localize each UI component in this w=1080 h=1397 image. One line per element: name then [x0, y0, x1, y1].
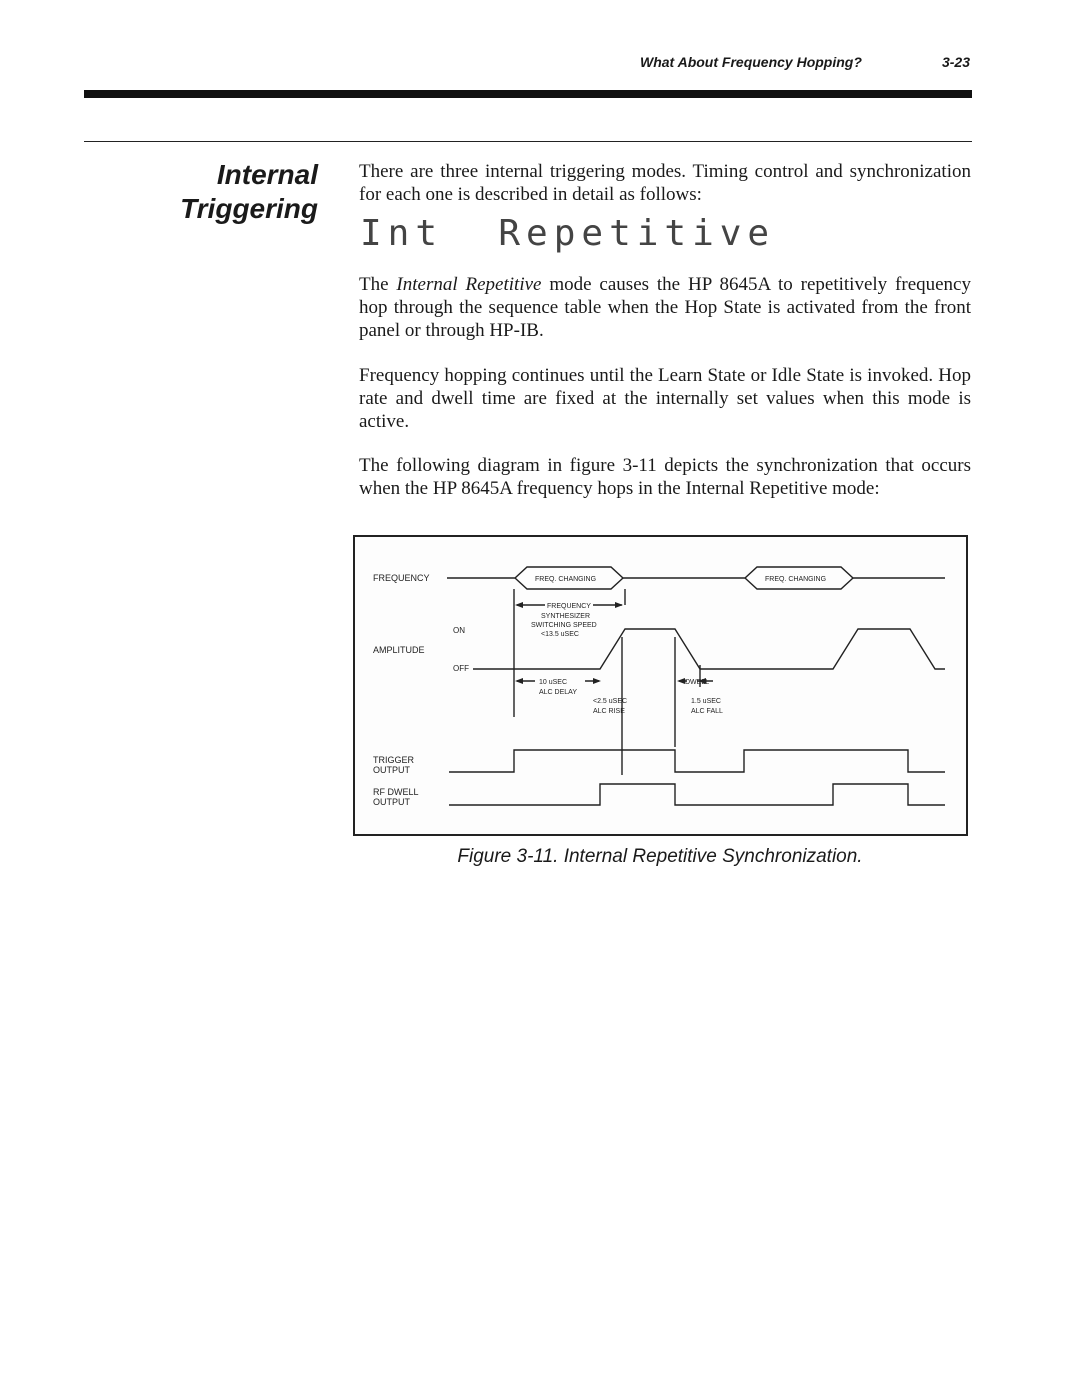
- timing-diagram-frame: [353, 535, 968, 836]
- p2-mode-name: Internal Repetitive: [396, 274, 542, 295]
- header-rule: [84, 90, 972, 98]
- annotation-alc-fall-2: ALC FALL: [691, 708, 723, 715]
- annotation-alc-rise-2: ALC RISE: [593, 708, 625, 715]
- annotation-switching-3: SWITCHING SPEED: [531, 622, 597, 629]
- label-trigger-output-2: OUTPUT: [373, 765, 410, 775]
- label-rf-dwell-1: RF DWELL: [373, 787, 419, 797]
- label-frequency: FREQUENCY: [373, 573, 430, 583]
- section-title: [150, 158, 318, 226]
- paragraph-intro: There are three internal triggering modes. Timing control and synchronization for each one is described in detail as follows:: [359, 161, 971, 205]
- label-rf-dwell-2: OUTPUT: [373, 797, 410, 807]
- annotation-dwell: DWELL: [685, 679, 710, 686]
- page-number: 3-23: [941, 54, 970, 70]
- label-amplitude: AMPLITUDE: [373, 645, 425, 655]
- annotation-alc-delay-2: ALC DELAY: [539, 689, 577, 696]
- annotation-freq-changing-2: FREQ. CHANGING: [765, 576, 827, 583]
- annotation-alc-fall-1: 1.5 uSEC: [691, 698, 721, 705]
- annotation-switching-2: SYNTHESIZER: [541, 613, 591, 620]
- annotation-switching-4: <13.5 uSEC: [541, 631, 579, 638]
- section-title-line1: Internal: [216, 159, 318, 190]
- rf-dwell-trace: [449, 784, 945, 805]
- label-on: ON: [453, 626, 465, 635]
- paragraph-hopping: Frequency hopping continues until the Learn State or Idle State is invoked. Hop rate and dwell time are fixed at the internally set values when this mode is active.: [359, 365, 971, 432]
- annotation-alc-rise-1: <2.5 uSEC: [593, 698, 628, 705]
- p2-before: The: [359, 274, 397, 295]
- section-rule: [84, 141, 972, 142]
- trigger-output-trace: [449, 750, 945, 772]
- section-title-line2: Triggering: [180, 193, 318, 224]
- running-title: What About Frequency Hopping?: [640, 54, 862, 70]
- running-header: [640, 54, 970, 74]
- annotation-freq-changing-1: FREQ. CHANGING: [535, 576, 597, 583]
- frequency-trace: [447, 567, 945, 578]
- paragraph-diagram-intro: The following diagram in figure 3-11 depicts the synchronization that occurs when the HP 8645A frequency hops in the Internal Repetitive mode:: [359, 455, 971, 499]
- label-trigger-output-1: TRIGGER: [373, 755, 415, 765]
- annotation-alc-delay-1: 10 uSEC: [539, 679, 568, 686]
- timing-diagram: [355, 537, 966, 834]
- p2-after: mode causes the HP 8645A to repetitively frequency hop through the sequence table when the Hop State is activated from the front panel or through HP-IB.: [359, 274, 971, 341]
- label-off: OFF: [453, 664, 469, 673]
- paragraph-mode-description: [359, 273, 971, 342]
- annotation-switching-1: FREQUENCY: [547, 603, 591, 610]
- figure-caption: Figure 3-11. Internal Repetitive Synchronization.: [457, 846, 863, 867]
- lcd-display-text: Int Repetitive: [360, 213, 776, 254]
